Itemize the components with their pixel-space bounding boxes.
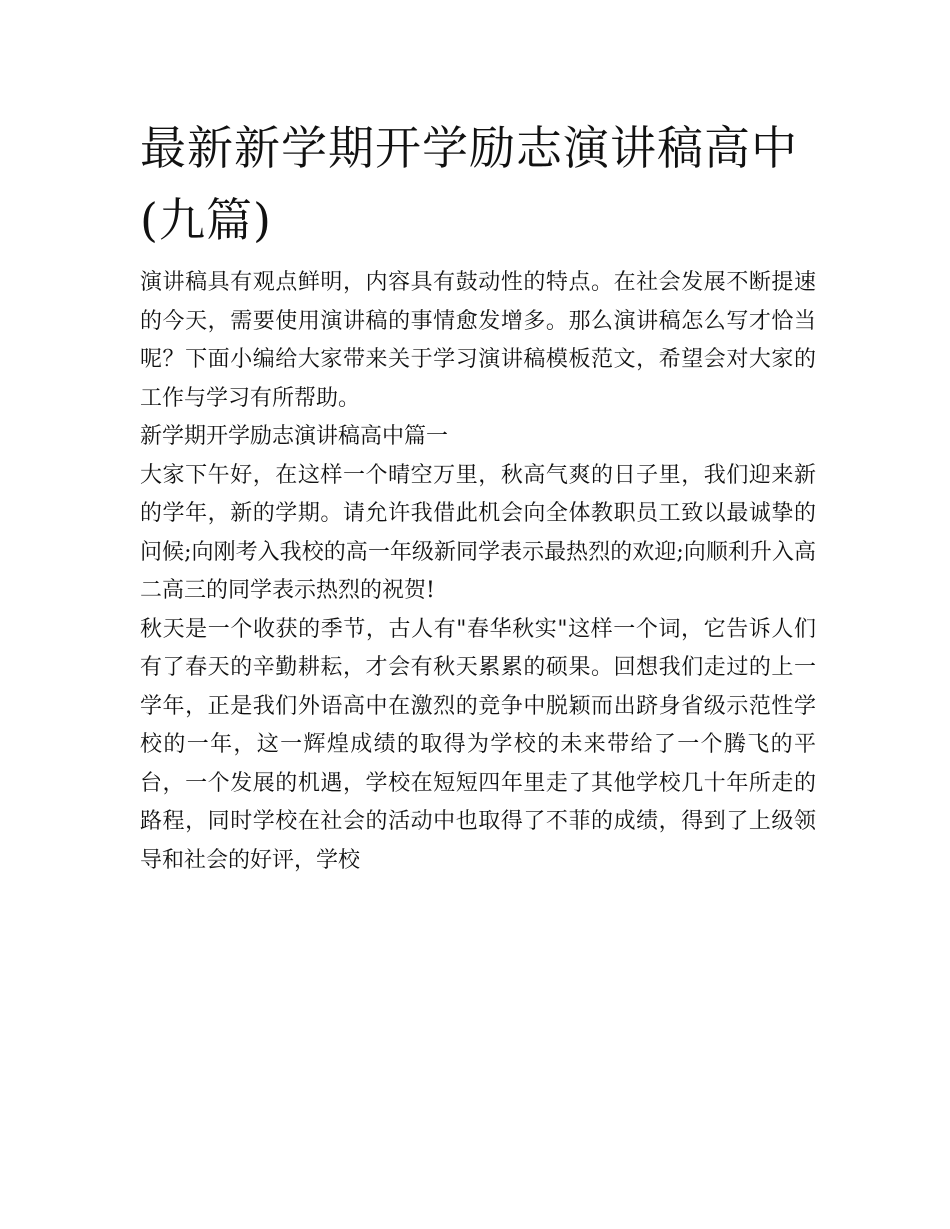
- body-paragraph-2: 秋天是一个收获的季节，古人有"春华秋实"这样一个词，它告诉人们有了春天的辛勤耕耘，才会有秋天累累的硕果。回想我们走过的上一学年，正是我们外语高中在激烈的竞争中脱颖而出跻身省级示范性学校的一年，这一辉煌成绩的取得为学校的未来带给了一个腾飞的平台，一个发展的机遇，学校在短短四年里走了其他学校几十年所走的路程，同时学校在社会的活动中也取得了不菲的成绩，得到了上级领导和社会的好评，学校: [140, 616, 816, 873]
- section-heading: 新学期开学励志演讲稿高中篇一: [140, 424, 449, 449]
- body-paragraph-1: 大家下午好，在这样一个晴空万里，秋高气爽的日子里，我们迎来新的学年，新的学期。请允许我借此机会向全体教职员工致以最诚挚的问候;向刚考入我校的高一年级新同学表示最热烈的欢迎;向顺利升入高二高三的同学表示热烈的祝贺!: [140, 462, 816, 603]
- intro-paragraph: 演讲稿具有观点鲜明，内容具有鼓动性的特点。在社会发展不断提速的今天，需要使用演讲稿的事情愈发增多。那么演讲稿怎么写才恰当呢？下面小编给大家带来关于学习演讲稿模板范文，希望会对大家的工作与学习有所帮助。: [140, 270, 816, 411]
- document-title: 最新新学期开学励志演讲稿高中(九篇): [140, 121, 798, 247]
- document-page: [140, 112, 816, 880]
